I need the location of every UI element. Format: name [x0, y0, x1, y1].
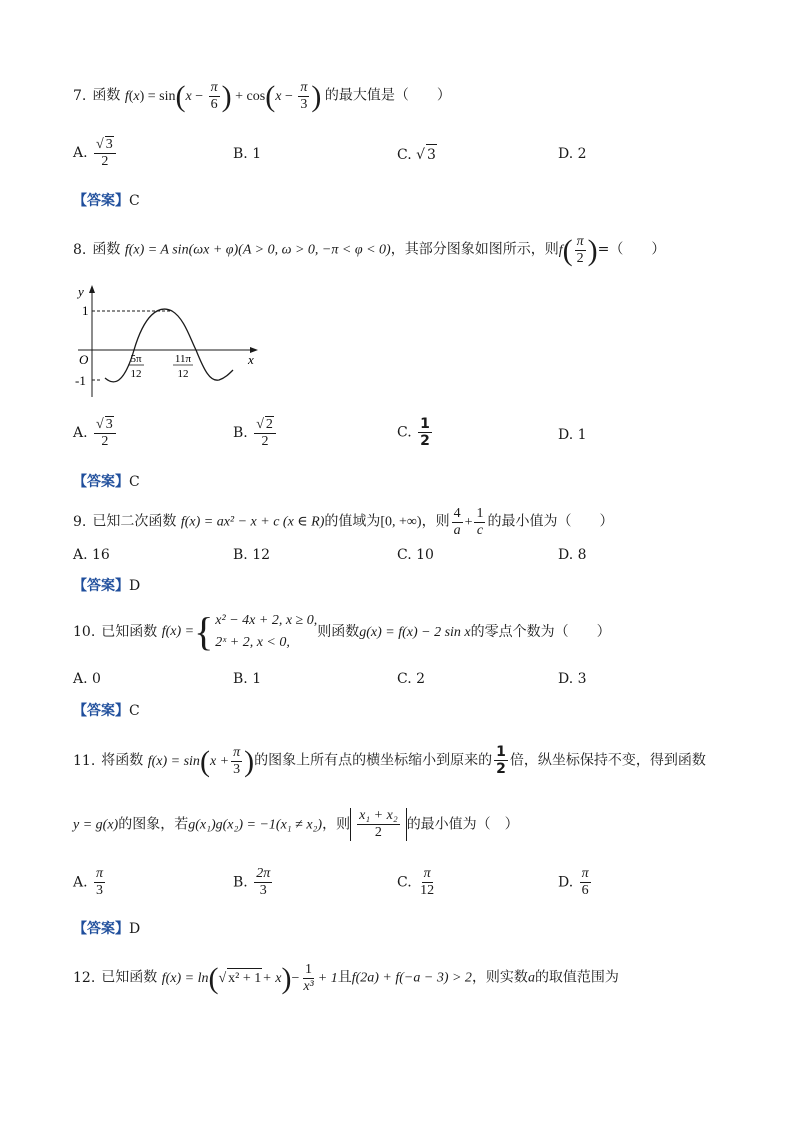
option-d[interactable]: D. 1	[558, 427, 587, 443]
answer-7: 【答案】C	[73, 193, 140, 209]
question-8: 8. 函数 f(x) = A sin(ωx + φ)(A > 0, ω > 0, −π < φ < 0)，其部分图象如图所示，则f( $\frac{\pi}{2}$ )=（ ）	[73, 233, 666, 267]
option-c[interactable]: C. $\frac{\pi}{12}$	[397, 866, 435, 898]
option-c[interactable]: C. √ 3	[397, 144, 437, 165]
origin-label: O	[79, 352, 89, 367]
question-10: 10. 已知函数 f(x) = { x² − 4x + 2, x ≥ 0, 2ˣ + 2, x < 0, 则函数g(x) = f(x) − 2 sin x的零点个数为（ ）	[73, 609, 611, 654]
tick-11pi-12-num: 11π	[174, 353, 192, 365]
tick-11pi-12-den: 12	[177, 368, 189, 380]
option-c[interactable]: C. 10	[397, 547, 434, 563]
option-b[interactable]: B. 12	[233, 547, 271, 563]
option-a[interactable]: A. $\frac{√ 3}{2}$	[73, 136, 118, 170]
answer-11: 【答案】D	[73, 921, 141, 937]
question-text: 的最大值是（ ）	[324, 87, 451, 104]
sine-graph	[72, 282, 262, 402]
question-7	[73, 80, 451, 113]
answer-10: 【答案】C	[73, 703, 140, 719]
formula: f(x) = A sin(ωx + φ)(A > 0, ω > 0, −π < φ < 0)	[124, 242, 391, 258]
question-11-line2: y = g(x)的图象，若g(x₁)g(x₂) = −1(x₁ ≠ x₂)，则 $\frac{\text{x₁ + x₂}}{2}$ 的最小值为（ ）	[73, 808, 519, 840]
question-12: 12. 已知函数 f(x) = ln(√ x² + 1+ x)− $\frac{1}{\text{x³}}$ + 1且f(2a) + f(−a − 3) > 2，则实数a的取值范围为	[73, 961, 619, 995]
option-d[interactable]: D. 2	[558, 146, 587, 162]
option-a[interactable]: A. $\frac{√ 3}{2}$	[73, 416, 118, 450]
tick-5pi-12-den: 12	[130, 368, 142, 380]
y-axis-label: y	[78, 284, 84, 299]
tick-5pi-12-num: 5π	[130, 353, 142, 365]
option-c[interactable]: C. $\frac{1}{2}$	[397, 416, 430, 449]
formula: f(x) = sin(x − $\frac{\pi}{6}$ ) + cos(x − $\frac{\pi}{3}$ )	[124, 79, 322, 113]
x-axis-label: x	[248, 352, 254, 367]
option-b[interactable]: B. 1	[233, 146, 262, 162]
option-d[interactable]: D. 3	[558, 671, 587, 687]
piecewise-formula: f(x) = { x² − 4x + 2, x ≥ 0, 2ˣ + 2, x < 0,	[161, 609, 318, 654]
answer-8: 【答案】C	[73, 474, 140, 490]
question-9: 9. 已知二次函数 f(x) = ax² − x + c (x ∈ R)的值域为[0, +∞)，则 $\frac{4}{a}$ + $\frac{1}{c}$ 的最小值为（ ）	[73, 506, 614, 538]
option-a[interactable]: A. $\frac{\pi}{3}$	[73, 866, 104, 898]
option-b[interactable]: B. 1	[233, 671, 262, 687]
tick-1: 1	[82, 303, 89, 318]
question-text: 函数	[92, 87, 121, 104]
question-11: 11. 将函数 f(x) = sin(x + $\frac{\pi}{3}$ )的图象上所有点的横坐标缩小到原来的 $\frac{1}{2}$ 倍，纵坐标保持不变，得到函数	[73, 744, 706, 778]
option-a[interactable]: A. 0	[73, 671, 101, 687]
option-a[interactable]: A. 16	[73, 547, 110, 563]
option-c[interactable]: C. 2	[397, 671, 426, 687]
tick-neg-1: -1	[75, 373, 86, 388]
formula: f(x) = ax² − x + c (x ∈ R)	[180, 514, 325, 530]
option-b[interactable]: B. $\frac{2\pi}{3}$	[233, 866, 271, 898]
question-number: 7.	[73, 87, 87, 104]
option-d[interactable]: D. $\frac{\pi}{6}$	[558, 866, 589, 898]
answer-9: 【答案】D	[73, 578, 141, 594]
option-d[interactable]: D. 8	[558, 547, 587, 563]
option-b[interactable]: B. $\frac{√ 2}{2}$	[233, 416, 278, 450]
